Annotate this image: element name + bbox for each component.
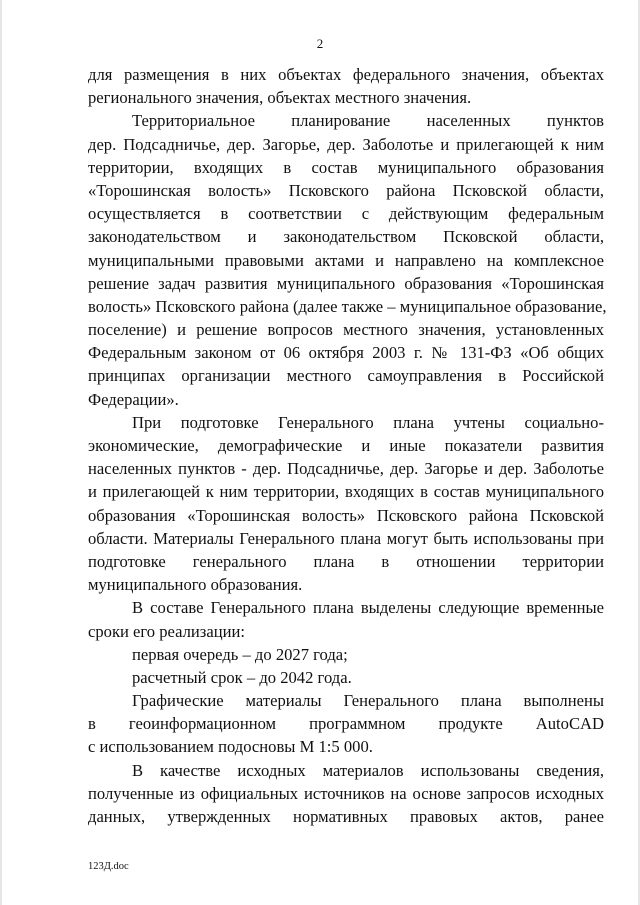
text-line: для размещения в них объектах федерального значения, объектах — [88, 65, 604, 84]
text-line: образования «Торошинская волость» Псковского района Псковской — [88, 505, 604, 525]
text-line: данных, утвержденных нормативных правовых актов, ранее — [88, 807, 604, 826]
text-line: законодательством и законодательством Псковской области, — [88, 227, 604, 247]
text-line: области. Материалы Генерального плана могут быть использованы при — [88, 528, 604, 548]
text-line: первая очередь – до 2027 года; — [132, 644, 348, 664]
text-line: Графические материалы Генерального плана выполнены — [132, 691, 604, 711]
text-line: полученные из официальных источников на основе запросов исходных — [88, 783, 604, 803]
text-line: расчетный срок – до 2042 года. — [132, 667, 352, 687]
text-line: и прилегающей к ним территории, входящих в состав муниципального — [88, 482, 604, 502]
text-line: Федеральным законом от 06 октября 2003 г. № 131-ФЗ «Об общих — [88, 343, 604, 363]
paragraph — [88, 759, 604, 829]
text-line: В качестве исходных материалов использованы сведения, — [132, 760, 604, 780]
text-line: регионального значения, объектах местного значения. — [88, 88, 472, 108]
text-line: экономические, демографические и иные показатели развития — [88, 436, 604, 455]
text-line: Территориальное планирование населенных пунктов — [132, 111, 604, 131]
text-line: в геоинформационном программном продукте AutoCAD — [88, 714, 604, 734]
scan-edge-left — [0, 0, 2, 905]
paragraph — [88, 643, 604, 666]
paragraph — [88, 689, 604, 759]
text-line: При подготовке Генерального плана учтены социально- — [132, 412, 604, 432]
paragraph — [88, 666, 604, 689]
text-line: волость» Псковского района (далее также – муниципальное образование, — [88, 296, 607, 316]
text-line: сроки его реализации: — [88, 621, 245, 641]
page-number: 2 — [316, 36, 324, 51]
text-line: муниципальными правовыми актами и направлено на комплексное — [88, 250, 604, 270]
text-line: решение задач развития муниципального образования «Торошинская — [88, 273, 604, 293]
text-line: Федерации». — [88, 389, 179, 409]
paragraph — [88, 411, 604, 597]
paragraph — [88, 109, 607, 410]
text-line: подготовке генерального плана в отношении территории — [88, 551, 604, 571]
text-line: населенных пунктов - дер. Подсадничье, дер. Загорье и дер. Заболотье — [88, 459, 604, 479]
footer-filename: 123Д.doc — [88, 861, 129, 872]
paragraph — [88, 596, 604, 642]
document-body — [88, 63, 607, 828]
text-line: принципах организации местного самоуправления в Российской — [88, 366, 604, 386]
text-line: муниципального образования. — [88, 575, 303, 595]
text-line: территории, входящих в состав муниципального образования — [88, 157, 604, 177]
text-line: В составе Генерального плана выделены следующие временные — [132, 598, 604, 618]
text-line: поселение) и решение вопросов местного значения, установленных — [88, 320, 604, 340]
text-line: осуществляется в соответствии с действующим федеральным — [88, 204, 604, 224]
text-line: с использованием подосновы М 1:5 000. — [88, 737, 373, 757]
text-line: «Торошинская волость» Псковского района Псковской области, — [88, 180, 604, 200]
paragraph — [88, 63, 604, 109]
text-line: дер. Подсадничье, дер. Загорье, дер. Заболотье и прилегающей к ним — [88, 134, 604, 154]
